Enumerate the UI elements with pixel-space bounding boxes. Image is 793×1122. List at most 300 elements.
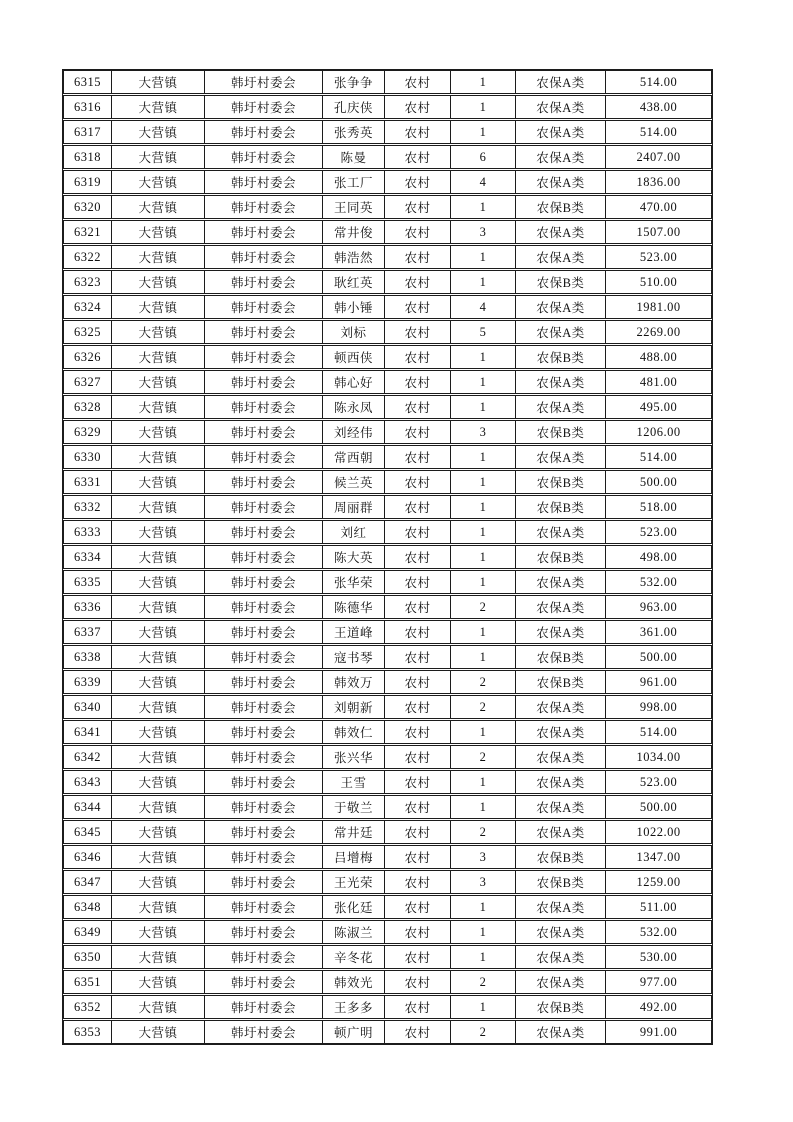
cell-person-name: 周丽群 — [322, 496, 384, 518]
cell-person-name: 陈大英 — [322, 546, 384, 568]
table-row — [63, 445, 712, 469]
cell-amount: 438.00 — [605, 96, 711, 118]
table-row — [63, 420, 712, 444]
cell-household-type: 农村 — [384, 796, 450, 818]
cell-insurance-category: 农保A类 — [515, 296, 605, 318]
cell-person-name: 王道峰 — [322, 621, 384, 643]
cell-village-committee: 韩圩村委会 — [204, 96, 322, 118]
cell-village-committee: 韩圩村委会 — [204, 1021, 322, 1043]
cell-row-number: 6344 — [74, 799, 101, 814]
cell-household-type: 农村 — [384, 446, 450, 468]
cell-village-committee: 韩圩村委会 — [204, 196, 322, 218]
cell-row-number: 6346 — [74, 849, 101, 864]
cell-town: 大营镇 — [111, 196, 204, 218]
cell-insurance-category: 农保B类 — [515, 996, 605, 1018]
cell-person-name: 王雪 — [322, 771, 384, 793]
cell-amount: 963.00 — [605, 596, 711, 618]
cell-village-committee: 韩圩村委会 — [204, 71, 322, 93]
cell-household-type: 农村 — [384, 546, 450, 568]
cell-household-type: 农村 — [384, 596, 450, 618]
cell-town: 大营镇 — [111, 171, 204, 193]
cell-household-type: 农村 — [384, 671, 450, 693]
cell-amount: 514.00 — [605, 721, 711, 743]
cell-row-number: 6324 — [74, 299, 101, 314]
cell-person-name: 张华荣 — [322, 571, 384, 593]
cell-household-type: 农村 — [384, 221, 450, 243]
cell-household-type: 农村 — [384, 946, 450, 968]
cell-person-count: 2 — [450, 746, 515, 768]
cell-person-count: 1 — [450, 946, 515, 968]
cell-insurance-category: 农保B类 — [515, 496, 605, 518]
cell-town: 大营镇 — [111, 146, 204, 168]
cell-amount: 1347.00 — [605, 846, 711, 868]
cell-person-count: 1 — [450, 246, 515, 268]
cell-row-number: 6350 — [74, 949, 101, 964]
cell-household-type: 农村 — [384, 746, 450, 768]
cell-insurance-category: 农保B类 — [515, 196, 605, 218]
cell-row-number: 6320 — [74, 199, 101, 214]
cell-town: 大营镇 — [111, 896, 204, 918]
cell-town: 大营镇 — [111, 596, 204, 618]
cell-amount: 1981.00 — [605, 296, 711, 318]
cell-household-type: 农村 — [384, 696, 450, 718]
table-row — [63, 545, 712, 569]
table-row — [63, 295, 712, 319]
cell-person-name: 刘经伟 — [322, 421, 384, 443]
cell-household-type: 农村 — [384, 846, 450, 868]
cell-insurance-category: 农保A类 — [515, 121, 605, 143]
cell-town: 大营镇 — [111, 871, 204, 893]
cell-person-name: 于敬兰 — [322, 796, 384, 818]
cell-insurance-category: 农保A类 — [515, 446, 605, 468]
cell-village-committee: 韩圩村委会 — [204, 821, 322, 843]
cell-row-number: 6327 — [74, 374, 101, 389]
cell-village-committee: 韩圩村委会 — [204, 171, 322, 193]
cell-village-committee: 韩圩村委会 — [204, 521, 322, 543]
cell-village-committee: 韩圩村委会 — [204, 396, 322, 418]
cell-household-type: 农村 — [384, 871, 450, 893]
cell-person-count: 4 — [450, 296, 515, 318]
cell-town: 大营镇 — [111, 71, 204, 93]
cell-person-name: 韩浩然 — [322, 246, 384, 268]
cell-town: 大营镇 — [111, 321, 204, 343]
cell-person-name: 韩效光 — [322, 971, 384, 993]
cell-household-type: 农村 — [384, 371, 450, 393]
cell-insurance-category: 农保A类 — [515, 621, 605, 643]
cell-town: 大营镇 — [111, 346, 204, 368]
cell-row-number: 6326 — [74, 349, 101, 364]
cell-row-number: 6349 — [74, 924, 101, 939]
cell-insurance-category: 农保A类 — [515, 721, 605, 743]
cell-insurance-category: 农保A类 — [515, 171, 605, 193]
cell-insurance-category: 农保A类 — [515, 146, 605, 168]
cell-amount: 488.00 — [605, 346, 711, 368]
cell-person-count: 1 — [450, 646, 515, 668]
cell-person-name: 陈永凤 — [322, 396, 384, 418]
cell-town: 大营镇 — [111, 771, 204, 793]
cell-household-type: 农村 — [384, 471, 450, 493]
cell-amount: 514.00 — [605, 446, 711, 468]
cell-insurance-category: 农保B类 — [515, 346, 605, 368]
cell-village-committee: 韩圩村委会 — [204, 621, 322, 643]
cell-person-count: 1 — [450, 921, 515, 943]
cell-village-committee: 韩圩村委会 — [204, 746, 322, 768]
cell-person-name: 吕增梅 — [322, 846, 384, 868]
table-row — [63, 395, 712, 419]
cell-village-committee: 韩圩村委会 — [204, 896, 322, 918]
cell-village-committee: 韩圩村委会 — [204, 846, 322, 868]
cell-row-number: 6353 — [74, 1024, 101, 1039]
table-row — [63, 495, 712, 519]
cell-village-committee: 韩圩村委会 — [204, 771, 322, 793]
cell-town: 大营镇 — [111, 971, 204, 993]
cell-amount: 523.00 — [605, 771, 711, 793]
cell-amount: 481.00 — [605, 371, 711, 393]
cell-person-name: 王同英 — [322, 196, 384, 218]
cell-insurance-category: 农保A类 — [515, 221, 605, 243]
table-row — [63, 520, 712, 544]
cell-household-type: 农村 — [384, 421, 450, 443]
cell-village-committee: 韩圩村委会 — [204, 596, 322, 618]
cell-village-committee: 韩圩村委会 — [204, 121, 322, 143]
cell-amount: 500.00 — [605, 646, 711, 668]
cell-village-committee: 韩圩村委会 — [204, 721, 322, 743]
cell-insurance-category: 农保A类 — [515, 971, 605, 993]
cell-insurance-category: 农保A类 — [515, 571, 605, 593]
cell-amount: 498.00 — [605, 546, 711, 568]
table-row — [63, 895, 712, 919]
cell-insurance-category: 农保B类 — [515, 471, 605, 493]
cell-village-committee: 韩圩村委会 — [204, 246, 322, 268]
cell-insurance-category: 农保A类 — [515, 896, 605, 918]
cell-amount: 2407.00 — [605, 146, 711, 168]
table-row — [63, 970, 712, 994]
cell-town: 大营镇 — [111, 471, 204, 493]
cell-town: 大营镇 — [111, 446, 204, 468]
cell-amount: 500.00 — [605, 471, 711, 493]
cell-amount: 1259.00 — [605, 871, 711, 893]
cell-person-count: 1 — [450, 271, 515, 293]
cell-person-name: 张兴华 — [322, 746, 384, 768]
cell-town: 大营镇 — [111, 821, 204, 843]
cell-town: 大营镇 — [111, 846, 204, 868]
cell-person-count: 3 — [450, 871, 515, 893]
cell-amount: 495.00 — [605, 396, 711, 418]
cell-household-type: 农村 — [384, 396, 450, 418]
cell-person-count: 1 — [450, 546, 515, 568]
cell-village-committee: 韩圩村委会 — [204, 571, 322, 593]
cell-insurance-category: 农保A类 — [515, 371, 605, 393]
cell-amount: 1034.00 — [605, 746, 711, 768]
cell-row-number: 6321 — [74, 224, 101, 239]
cell-insurance-category: 农保B类 — [515, 846, 605, 868]
cell-row-number: 6319 — [74, 174, 101, 189]
cell-household-type: 农村 — [384, 171, 450, 193]
cell-village-committee: 韩圩村委会 — [204, 871, 322, 893]
cell-household-type: 农村 — [384, 896, 450, 918]
cell-person-name: 常西朝 — [322, 446, 384, 468]
cell-household-type: 农村 — [384, 296, 450, 318]
cell-amount: 1206.00 — [605, 421, 711, 443]
cell-person-count: 3 — [450, 846, 515, 868]
cell-row-number: 6316 — [74, 99, 101, 114]
cell-village-committee: 韩圩村委会 — [204, 221, 322, 243]
cell-person-name: 寇书琴 — [322, 646, 384, 668]
cell-town: 大营镇 — [111, 371, 204, 393]
cell-insurance-category: 农保A类 — [515, 246, 605, 268]
cell-insurance-category: 农保A类 — [515, 71, 605, 93]
table-row — [63, 70, 712, 94]
cell-town: 大营镇 — [111, 546, 204, 568]
cell-household-type: 农村 — [384, 621, 450, 643]
cell-person-count: 2 — [450, 1021, 515, 1043]
cell-town: 大营镇 — [111, 796, 204, 818]
table-row — [63, 745, 712, 769]
table-row — [63, 595, 712, 619]
cell-household-type: 农村 — [384, 646, 450, 668]
cell-row-number: 6352 — [74, 999, 101, 1014]
cell-town: 大营镇 — [111, 296, 204, 318]
cell-row-number: 6325 — [74, 324, 101, 339]
roster-table — [62, 69, 713, 1045]
cell-person-name: 张争争 — [322, 71, 384, 93]
cell-household-type: 农村 — [384, 121, 450, 143]
cell-person-count: 1 — [450, 371, 515, 393]
cell-person-count: 1 — [450, 396, 515, 418]
cell-town: 大营镇 — [111, 696, 204, 718]
table-row — [63, 695, 712, 719]
cell-person-name: 张工厂 — [322, 171, 384, 193]
cell-town: 大营镇 — [111, 421, 204, 443]
cell-row-number: 6318 — [74, 149, 101, 164]
cell-person-count: 2 — [450, 971, 515, 993]
table-row — [63, 570, 712, 594]
cell-amount: 532.00 — [605, 571, 711, 593]
cell-amount: 518.00 — [605, 496, 711, 518]
cell-household-type: 农村 — [384, 271, 450, 293]
cell-person-count: 2 — [450, 696, 515, 718]
cell-insurance-category: 农保A类 — [515, 921, 605, 943]
cell-town: 大营镇 — [111, 571, 204, 593]
cell-person-count: 2 — [450, 596, 515, 618]
table-row — [63, 270, 712, 294]
cell-town: 大营镇 — [111, 921, 204, 943]
table-row — [63, 620, 712, 644]
cell-person-name: 顿广明 — [322, 1021, 384, 1043]
cell-row-number: 6315 — [74, 74, 101, 89]
cell-person-name: 韩心好 — [322, 371, 384, 393]
cell-household-type: 农村 — [384, 321, 450, 343]
cell-insurance-category: 农保A类 — [515, 596, 605, 618]
cell-person-count: 1 — [450, 621, 515, 643]
cell-town: 大营镇 — [111, 996, 204, 1018]
table-row — [63, 470, 712, 494]
cell-town: 大营镇 — [111, 721, 204, 743]
cell-person-count: 6 — [450, 146, 515, 168]
cell-person-count: 1 — [450, 996, 515, 1018]
cell-person-count: 4 — [450, 171, 515, 193]
cell-amount: 514.00 — [605, 71, 711, 93]
cell-row-number: 6347 — [74, 874, 101, 889]
cell-person-count: 1 — [450, 446, 515, 468]
cell-row-number: 6351 — [74, 974, 101, 989]
cell-person-count: 1 — [450, 346, 515, 368]
table-row — [63, 345, 712, 369]
table-row — [63, 145, 712, 169]
cell-row-number: 6329 — [74, 424, 101, 439]
cell-amount: 514.00 — [605, 121, 711, 143]
cell-insurance-category: 农保B类 — [515, 421, 605, 443]
cell-amount: 1507.00 — [605, 221, 711, 243]
cell-household-type: 农村 — [384, 96, 450, 118]
cell-household-type: 农村 — [384, 971, 450, 993]
cell-person-count: 5 — [450, 321, 515, 343]
cell-insurance-category: 农保B类 — [515, 546, 605, 568]
table-row — [63, 670, 712, 694]
cell-row-number: 6348 — [74, 899, 101, 914]
cell-row-number: 6333 — [74, 524, 101, 539]
cell-row-number: 6343 — [74, 774, 101, 789]
cell-person-name: 耿红英 — [322, 271, 384, 293]
table-row — [63, 95, 712, 119]
cell-person-count: 1 — [450, 571, 515, 593]
cell-row-number: 6337 — [74, 624, 101, 639]
cell-row-number: 6322 — [74, 249, 101, 264]
cell-person-name: 常井俊 — [322, 221, 384, 243]
cell-village-committee: 韩圩村委会 — [204, 321, 322, 343]
cell-village-committee: 韩圩村委会 — [204, 421, 322, 443]
table-row — [63, 945, 712, 969]
cell-row-number: 6330 — [74, 449, 101, 464]
cell-amount: 511.00 — [605, 896, 711, 918]
cell-insurance-category: 农保A类 — [515, 321, 605, 343]
cell-household-type: 农村 — [384, 496, 450, 518]
cell-village-committee: 韩圩村委会 — [204, 446, 322, 468]
cell-household-type: 农村 — [384, 996, 450, 1018]
cell-person-count: 1 — [450, 71, 515, 93]
cell-person-name: 刘朝新 — [322, 696, 384, 718]
cell-insurance-category: 农保A类 — [515, 771, 605, 793]
cell-town: 大营镇 — [111, 946, 204, 968]
cell-insurance-category: 农保A类 — [515, 946, 605, 968]
cell-amount: 500.00 — [605, 796, 711, 818]
table-row — [63, 820, 712, 844]
cell-insurance-category: 农保B类 — [515, 671, 605, 693]
cell-person-count: 3 — [450, 221, 515, 243]
cell-row-number: 6342 — [74, 749, 101, 764]
cell-town: 大营镇 — [111, 671, 204, 693]
cell-household-type: 农村 — [384, 521, 450, 543]
cell-amount: 470.00 — [605, 196, 711, 218]
cell-person-name: 孔庆侠 — [322, 96, 384, 118]
cell-person-name: 陈曼 — [322, 146, 384, 168]
cell-village-committee: 韩圩村委会 — [204, 496, 322, 518]
cell-row-number: 6345 — [74, 824, 101, 839]
cell-town: 大营镇 — [111, 496, 204, 518]
cell-person-name: 刘红 — [322, 521, 384, 543]
cell-insurance-category: 农保A类 — [515, 1021, 605, 1043]
table-row — [63, 220, 712, 244]
cell-village-committee: 韩圩村委会 — [204, 546, 322, 568]
cell-person-name: 陈淑兰 — [322, 921, 384, 943]
cell-person-name: 常井廷 — [322, 821, 384, 843]
cell-village-committee: 韩圩村委会 — [204, 646, 322, 668]
cell-amount: 1022.00 — [605, 821, 711, 843]
cell-amount: 977.00 — [605, 971, 711, 993]
cell-row-number: 6328 — [74, 399, 101, 414]
cell-village-committee: 韩圩村委会 — [204, 296, 322, 318]
cell-person-count: 1 — [450, 121, 515, 143]
table-row — [63, 995, 712, 1019]
cell-insurance-category: 农保A类 — [515, 96, 605, 118]
cell-town: 大营镇 — [111, 246, 204, 268]
cell-insurance-category: 农保B类 — [515, 646, 605, 668]
cell-village-committee: 韩圩村委会 — [204, 471, 322, 493]
cell-household-type: 农村 — [384, 71, 450, 93]
cell-person-name: 韩效仁 — [322, 721, 384, 743]
cell-row-number: 6338 — [74, 649, 101, 664]
cell-amount: 2269.00 — [605, 321, 711, 343]
table-row — [63, 770, 712, 794]
table-row — [63, 195, 712, 219]
cell-person-name: 王光荣 — [322, 871, 384, 893]
cell-town: 大营镇 — [111, 271, 204, 293]
cell-person-count: 1 — [450, 896, 515, 918]
cell-amount: 532.00 — [605, 921, 711, 943]
cell-amount: 530.00 — [605, 946, 711, 968]
cell-household-type: 农村 — [384, 346, 450, 368]
table-row — [63, 845, 712, 869]
cell-person-name: 辛冬花 — [322, 946, 384, 968]
cell-person-name: 刘标 — [322, 321, 384, 343]
cell-village-committee: 韩圩村委会 — [204, 921, 322, 943]
cell-town: 大营镇 — [111, 621, 204, 643]
cell-row-number: 6331 — [74, 474, 101, 489]
cell-amount: 1836.00 — [605, 171, 711, 193]
cell-household-type: 农村 — [384, 921, 450, 943]
cell-row-number: 6340 — [74, 699, 101, 714]
cell-person-count: 3 — [450, 421, 515, 443]
cell-person-count: 1 — [450, 471, 515, 493]
cell-amount: 523.00 — [605, 246, 711, 268]
cell-person-count: 1 — [450, 496, 515, 518]
cell-person-name: 王多多 — [322, 996, 384, 1018]
cell-row-number: 6317 — [74, 124, 101, 139]
cell-household-type: 农村 — [384, 721, 450, 743]
cell-row-number: 6339 — [74, 674, 101, 689]
cell-village-committee: 韩圩村委会 — [204, 671, 322, 693]
cell-person-name: 候兰英 — [322, 471, 384, 493]
cell-insurance-category: 农保A类 — [515, 746, 605, 768]
cell-person-count: 1 — [450, 96, 515, 118]
cell-amount: 361.00 — [605, 621, 711, 643]
table-row — [63, 645, 712, 669]
cell-household-type: 农村 — [384, 821, 450, 843]
cell-town: 大营镇 — [111, 746, 204, 768]
cell-town: 大营镇 — [111, 521, 204, 543]
cell-town: 大营镇 — [111, 1021, 204, 1043]
cell-row-number: 6323 — [74, 274, 101, 289]
cell-amount: 523.00 — [605, 521, 711, 543]
cell-row-number: 6335 — [74, 574, 101, 589]
cell-person-count: 1 — [450, 521, 515, 543]
cell-person-count: 1 — [450, 796, 515, 818]
table-row — [63, 720, 712, 744]
table-row — [63, 795, 712, 819]
cell-person-name: 韩效万 — [322, 671, 384, 693]
cell-village-committee: 韩圩村委会 — [204, 796, 322, 818]
cell-person-name: 陈德华 — [322, 596, 384, 618]
